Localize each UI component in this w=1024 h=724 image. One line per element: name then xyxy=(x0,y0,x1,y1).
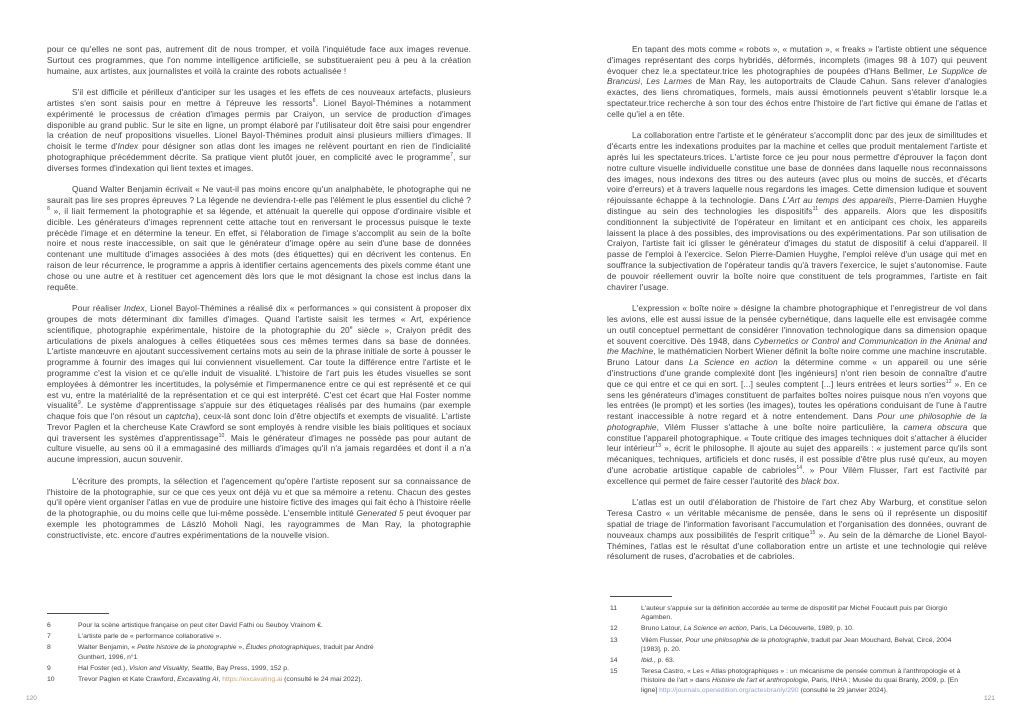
page-left-footnotes xyxy=(47,613,387,686)
footnote xyxy=(47,632,387,641)
italic-text: L'Art au temps des appareils xyxy=(782,195,894,206)
footnote-number: 7 xyxy=(47,633,51,641)
paragraph: En tapant des mots comme « robots », « mutation », « freaks » l'artiste obtient une séquence d'images représentant des corps hybridés, déformés, incomplets (images 98 à 107) qui peuvent évoquer chez le.a spectateur.trice les photographies de poupées d'Hans Bellmer, Le Supplice de Brancusi, Les Larmes de Man Ray, les autoportraits de Claude Cahun. Sans relever d'analogies exactes, des liens chromatiques, formels, mais aussi émotionnels peuvent s'établir lorsque le.a spectateur.trice recherche à son tour des échos entre l'histoire de l'art fictive qui émane de l'atlas et celle qu'iel a en tête. xyxy=(607,44,988,119)
page-right-footnotes xyxy=(610,596,962,697)
footnote-reference: 6 xyxy=(312,98,316,105)
italic-text: camera obscura xyxy=(903,421,968,432)
italic-text: Pour une philosophie de la photographie xyxy=(685,636,808,644)
italic-text: Études photographiques xyxy=(245,644,320,652)
footnote-reference: 8 xyxy=(47,206,50,213)
footnote-reference: e xyxy=(349,324,353,331)
footnote-text: Vilém Flusser, Pour une philosophie de la photographie, traduit par Jean Mouchard, Belval, Circé, 2004 [1983], p. 20. xyxy=(641,636,952,653)
italic-text: Vision and Visuality xyxy=(129,664,188,672)
footnote-reference: 9 xyxy=(77,400,81,407)
italic-text: Les Larmes xyxy=(646,76,693,87)
footnote-text: Pour la scène artistique française on peut citer David Fathi ou Seuboy Vrainom €. xyxy=(78,622,323,629)
italic-text: Generated 5 xyxy=(356,508,404,519)
footnote-number: 11 xyxy=(610,605,618,612)
page-right-body-text xyxy=(607,44,987,573)
footnote-reference: 14 xyxy=(796,465,803,472)
footnote xyxy=(47,675,387,684)
italic-text: Histoire de l'art et anthropologie xyxy=(711,677,808,685)
footnote-text: Ibid., p. 63. xyxy=(641,657,675,665)
footnote-text: L'auteur s'appuie sur la définition accordée au terme de dispositif par Michel Foucault puis par Giorgio Agamben. xyxy=(641,605,948,622)
footnote-separator-rule xyxy=(610,596,672,597)
footnote-number: 9 xyxy=(47,664,51,672)
footnote-number: 14 xyxy=(610,657,618,665)
footnote-list xyxy=(47,621,387,684)
footnote-number: 13 xyxy=(610,636,618,644)
footnote-reference: 7 xyxy=(450,152,454,159)
italic-text: Cybernetics or Control and Communication in the Animal and the Machine xyxy=(607,335,987,357)
footnote-reference: 15 xyxy=(809,530,816,537)
footnote-number: 10 xyxy=(47,676,55,684)
page-number-left: 120 xyxy=(26,695,37,702)
footnote-text: Trevor Paglen et Kate Crawford, Excavating AI, https://excavating.ai (consulté le 24 mai 2022). xyxy=(78,676,363,684)
footnote xyxy=(47,664,387,673)
footnote xyxy=(47,621,387,630)
italic-text: black box xyxy=(801,475,838,486)
italic-text: Pour une philosophie de la photographie xyxy=(607,411,987,432)
footnote xyxy=(610,656,962,665)
footnote-reference: 13 xyxy=(655,443,662,450)
paragraph: La collaboration entre l'artiste et le générateur s'accomplit donc par des jeux de similitudes et d'écarts entre les indexations produites par la machine et celles que produit mentalement l'artiste et après lui les spectateurs.trices. L'artiste force ce jeu pour nous permettre d'éprouver la façon dont notre culture visuelle individuelle constitue une base de données dans laquelle nous reconnaissons des images, nous indexons des titres ou des auteurs (avec plus ou moins de succès, et d'écarts voire d'erreurs) et à travers laquelle nous regardons les images. Cette dimension ludique et souvent réjouissante échappe à la technologie. Dans L'Art au temps des appareils, Pierre-Damien Huyghe distingue au sein des technologies les dispositifs$^{11}$ des appareils. Alors que les dispositifs conditionnent la subjectivité de l'opérateur en limitant et en anticipant ces choix, les appareils laissent la place à des possibles, des improvisations ou des expérimentations. Par son utilisation de Craiyon, l'artiste fait ici glisser le générateur d'images du statut de dispositif à celui d'appareil. Il passe de l'emploi à l'exercice. Selon Pierre-Damien Huyghe, l'emploi relève d'un usage qui met en souffrance la subjectivation de l'opérateur tandis qu'à travers l'exercice, le sujet s'autonomise. Faute de pouvoir réellement ouvrir la boîte noire que constituent de tels programmes, l'artiste en fait chavirer l'usage. xyxy=(607,130,987,292)
paragraph: pour ce qu'elles ne sont pas, autrement dit de nous tromper, et voilà l'inquiétude face aux images revenue. Surtout ces programmes, que l'on nomme intelligence artificielle, se substitueraient peu à peu à la création humaine, aux artistes, aux journalistes et voilà la crainte des robots actualisée ! xyxy=(47,44,471,76)
hyperlink[interactable]: http://journals.openedition.org/actesbranly/290 xyxy=(659,686,799,694)
footnote-number: 6 xyxy=(47,622,51,629)
footnote xyxy=(610,636,962,654)
paragraph: L'écriture des prompts, la sélection et l'agencement qu'opère l'artiste reposent sur sa connaissance de l'histoire de la photographie, sur ce que ces yeux ont déjà vu et que sa mémoire a retenu. Chacun des gestes qu'il opère vient organiser l'atlas en vue de produire une histoire fictive des images qui fait écho à l'histoire réelle de la photographie, ou du moins celle que lui-même possède. L'ensemble intitulé Generated 5 peut évoquer par exemple les photogrammes de László Moholi Nagi, les rayogrammes de Man Ray, la photographie constructiviste, etc. encore d'autres expérimentations de la nouvelle vision. xyxy=(47,475,471,540)
paragraph: Pour réaliser Index, Lionel Bayol-Thémines a réalisé dix « performances » qui consistent à proposer dix groupes de mots déterminant dix familles d'images. Quand l'artiste saisit les termes « Art, expérience scientifique, photographie expérimentale, histoire de la photographie du 20e siècle », Craiyon prédit des articulations de pixels analogues à celles étiquetées sous ces mêmes termes dans sa base de données. L'artiste manœuvre en ajoutant successivement certains mots au sein de la phrase initiale de sorte à pousser le programme à fournir des images qui lui conviennent visuellement. Car toute la différence entre l'artiste et le programme c'est la vision et ce qu'elle induit de visualité. L'histoire de l'art puis les études visuelles se sont employées à démontrer les incertitudes, la polysémie et l'impermanence entre ce qui est représenté et ce qui est vu, entre la matérialité de la représentation et ce qui est interprété. C'est cet écart que Hal Foster nomme visualité$^9$. Le système d'apprentissage s'appuie sur des étiquetages réalisés par des humains (par exemple chaque fois que l'on résout un captcha), ceux-là sont donc loin d'être objectifs et exempts de visualité. L'artiste Trevor Paglen et la chercheuse Kate Crawford se sont employés à rendre visible les biais politiques et sociaux qui traversent les systèmes d'apprentissage$^{10}$. Mais le générateur d'images ne possède pas pour autant de culture visuelle, au sens où il a emmagasiné des milliards d'images qu'il n'a jamais regardées et dont il a n'a aucune impression, aucun souvenir. xyxy=(47,303,472,465)
footnote xyxy=(47,643,387,661)
italic-text: captcha xyxy=(165,411,196,422)
paragraph: Quand Walter Benjamin écrivait « Ne vaut-il pas moins encore qu'un analphabète, le photographe qui ne saurait pas lire ses propres épreuves ? La légende ne deviendra-t-elle pas l'élément le plus essentiel du cliché ?$^8$ », il liait fermement la photographie et sa légende, et atténuait la querelle qui oppose d'ordinaire visible et dicible. Les générateurs d'images reprennent cette attache tout en renversant le processus puisque le texte précède l'image et en détermine la teneur. En effet, si l'élaboration de l'image s'accomplit au sein de la boîte noire et nous reste inaccessible, on sait que le générateur d'image opère au sein d'une base de données contenant une multitude d'images associées à des mots (des étiquettes) qui en décrivent les contenus. En raison de leur récurrence, le programme a appris à identifier certains agencements des pixels comme étant une chose ou une autre et à restituer cet agencement dès lors que le mot désignant la chose est inclus dans la requête. xyxy=(47,184,471,292)
paragraph: S'il est difficile et périlleux d'anticiper sur les usages et les effets de ces nouveaux artefacts, plusieurs artistes s'en sont saisis pour en mettre à l'épreuve les ressorts$^6$. Lionel Bayol-Thémines a notamment expérimenté le processus de création d'images permis par Craiyon, un service de production d'images disponible au grand public. Sur le site en ligne, un prompt élaboré par l'utilisateur doit être saisi pour engendrer la création de neuf propositions visuelles. Lionel Bayol-Thémines produit ainsi plusieurs milliers d'images. Il choisit le terme d'Index pour désigner son atlas dont les images ne relèvent pourtant en rien de l'indicialité photographique précédemment décrite. Sa pratique vient plutôt jouer, en complicité avec le programme$^7$, sur diverses formes d'indexation qui lient textes et images. xyxy=(47,87,471,173)
footnote-text: Walter Benjamin, « Petite histoire de la photographie », Études photographiques, traduit par André Gunthert, 1996, n°1 xyxy=(78,644,374,661)
footnote xyxy=(610,604,962,622)
footnote-number: 15 xyxy=(610,668,618,676)
footnote-list xyxy=(610,604,962,695)
paragraph: L'expression « boîte noire » désigne la chambre photographique et l'enregistreur de vol dans les avions, elle est aussi issue de la pensée cybernétique, dans laquelle elle est envisagée comme un outil conceptuel permettant de considérer l'innovation technologique dans sa dimension opaque et souvent coercitive. Dès 1948, dans Cybernetics or Control and Communication in the Animal and the Machine, le mathématicien Norbert Wiener définit la boîte noire comme une machine inscrutable. Bruno Latour dans La Science en action la détermine comme « un appareil ou une série d'instructions d'une grande complexité dont [les ingénieurs] n'ont rien besoin de connaître d'autre que ce qui entre et ce qui en sort. [...] seules comptent [...] leurs entrées et leurs sorties$^{12}$ ». En ce sens les générateurs d'images constituent de parfaites boîtes noires puisque nous n'en voyons que les entrées (le prompt) et les sorties (les images), toutes les opérations conduisant de l'une à l'autre restant inaccessible à notre regard et à notre entendement. Dans Pour une philosophie de la photographie, Vilém Flusser s'attache à une boîte noire particulière, la camera obscura que constitue l'appareil photographique. « Toute critique des images techniques doit s'attacher à élucider leur intérieur$^{13}$ », écrit le philosophe. Il ajoute au sujet des appareils : « justement parce qu'ils sont mécaniques, techniques, artificiels et donc rusés, il est possible d'être plus rusé qu'eux, au moyen d'une acrobatie artistique capable de cabrioles$^{14}$. » Pour Vilèm Flusser, l'art est l'activité par excellence qui permet de faire cesser l'autorité des black box. xyxy=(607,303,988,486)
footnote-text: L'artiste parle de « performance collaborative ». xyxy=(78,633,222,641)
footnote-text: Teresa Castro, « Les « Atlas photographiques » : un mécanisme de pensée commun à l'anthropologie et à l'histoire de l'art » dans Histoire de l'art et anthropologie, Paris, INHA ; Musée du quai Branly, 2009, p. [En ligne] http://journals.openedition.org/actesbranly/290 (consulté le 29 janvier 2024). xyxy=(641,668,961,694)
italic-text: Index xyxy=(123,303,145,314)
footnote-text: Hal Foster (ed.), Vision and Visuality, Seattle, Bay Press, 1999, 152 p. xyxy=(78,664,289,672)
page-number-right: 121 xyxy=(984,695,995,702)
footnote-number: 8 xyxy=(47,644,51,652)
italic-text: La Science en action xyxy=(689,357,778,368)
footnote-reference: 11 xyxy=(812,206,819,213)
footnote-reference: 10 xyxy=(218,432,225,439)
footnote-separator-rule xyxy=(47,613,109,614)
footnote-number: 12 xyxy=(610,625,618,633)
footnote xyxy=(610,624,962,633)
italic-text: Le Supplice de Brancusi xyxy=(607,65,988,87)
page-left-body-text xyxy=(47,44,471,551)
paragraph: L'atlas est un outil d'élaboration de l'histoire de l'art chez Aby Warburg, et constitue selon Teresa Castro « un véritable mécanisme de pensée, dans le sens où il représente un dispositif spatial de triage de l'information favorisant l'accumulation et l'organisation des données, ouvrant de nouveaux champs aux possibilités de l'esprit critique$^{15}$ ». Au sein de la démarche de Lionel Bayol-Thémines, l'atlas est le résultat d'une collaboration entre un artiste et une technologie qui relève résolument de ruses, d'acrobaties et de cabrioles. xyxy=(607,497,987,562)
footnote xyxy=(610,667,962,695)
italic-text: Petite histoire de la photographie xyxy=(137,644,237,652)
footnote-text: Bruno Latour, La Science en action, Paris, La Découverte, 1989, p. 10. xyxy=(641,625,854,633)
italic-text: Excavating AI xyxy=(177,676,219,684)
italic-text: Ibid. xyxy=(641,657,654,665)
italic-text: La Science en action xyxy=(683,625,747,633)
italic-text: Index xyxy=(117,141,139,152)
footnote-reference: 12 xyxy=(945,378,952,385)
hyperlink[interactable]: https://excavating.ai xyxy=(222,676,283,684)
